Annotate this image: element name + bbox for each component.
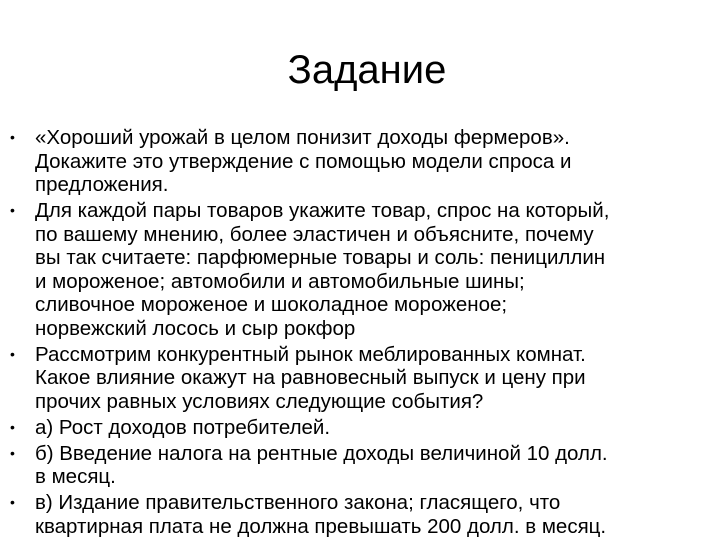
bullet-line: б) Введение налога на рентные доходы величиной 10 долл. xyxy=(35,441,608,465)
bullet-line: в месяц. xyxy=(35,465,116,488)
bullet-icon: • xyxy=(10,494,15,510)
bullet-line: в) Издание правительственного закона; гласящего, что xyxy=(35,491,561,514)
bullet-line: Докажите это утверждение с помощью модели спроса и xyxy=(35,149,572,173)
bullet-item xyxy=(10,126,710,197)
bullet-line: норвежский лосось и сыр рокфор xyxy=(35,316,356,340)
bullet-list xyxy=(10,126,710,540)
bullet-item xyxy=(10,491,710,538)
bullet-item xyxy=(10,442,710,489)
bullet-line: Для каждой пары товаров укажите товар, спрос на который, xyxy=(35,199,610,222)
bullet-icon: • xyxy=(10,418,15,435)
bullet-icon: • xyxy=(10,129,15,145)
bullet-item xyxy=(10,199,710,340)
bullet-item xyxy=(10,416,710,440)
bullet-line: прочих равных условиях следующие события? xyxy=(35,389,484,413)
bullet-item xyxy=(10,343,710,414)
bullet-icon: • xyxy=(10,345,15,362)
bullet-line: по вашему мнению, более эластичен и объясните, почему xyxy=(35,222,594,246)
bullet-line: сливочное мороженое и шоколадное мороженое; xyxy=(35,293,508,316)
bullet-line: Какое влияние окажут на равновесный выпуск и цену при xyxy=(35,366,586,389)
bullet-icon: • xyxy=(10,444,15,461)
bullet-line: «Хороший урожай в целом понизит доходы фермеров». xyxy=(35,126,570,149)
bullet-line: и мороженое; автомобили и автомобильные шины; xyxy=(35,269,525,293)
slide-title: Задание xyxy=(287,48,447,92)
bullet-icon: • xyxy=(10,202,15,218)
bullet-line: а) Рост доходов потребителей. xyxy=(35,415,331,439)
bullet-line: предложения. xyxy=(35,173,169,196)
bullet-line: вы так считаете: парфюмерные товары и соль: пенициллин xyxy=(35,246,606,269)
bullet-line: Рассмотрим конкурентный рынок меблированных комнат. xyxy=(35,342,586,366)
bullet-line: квартирная плата не должна превышать 200 долл. в месяц. xyxy=(35,514,607,538)
